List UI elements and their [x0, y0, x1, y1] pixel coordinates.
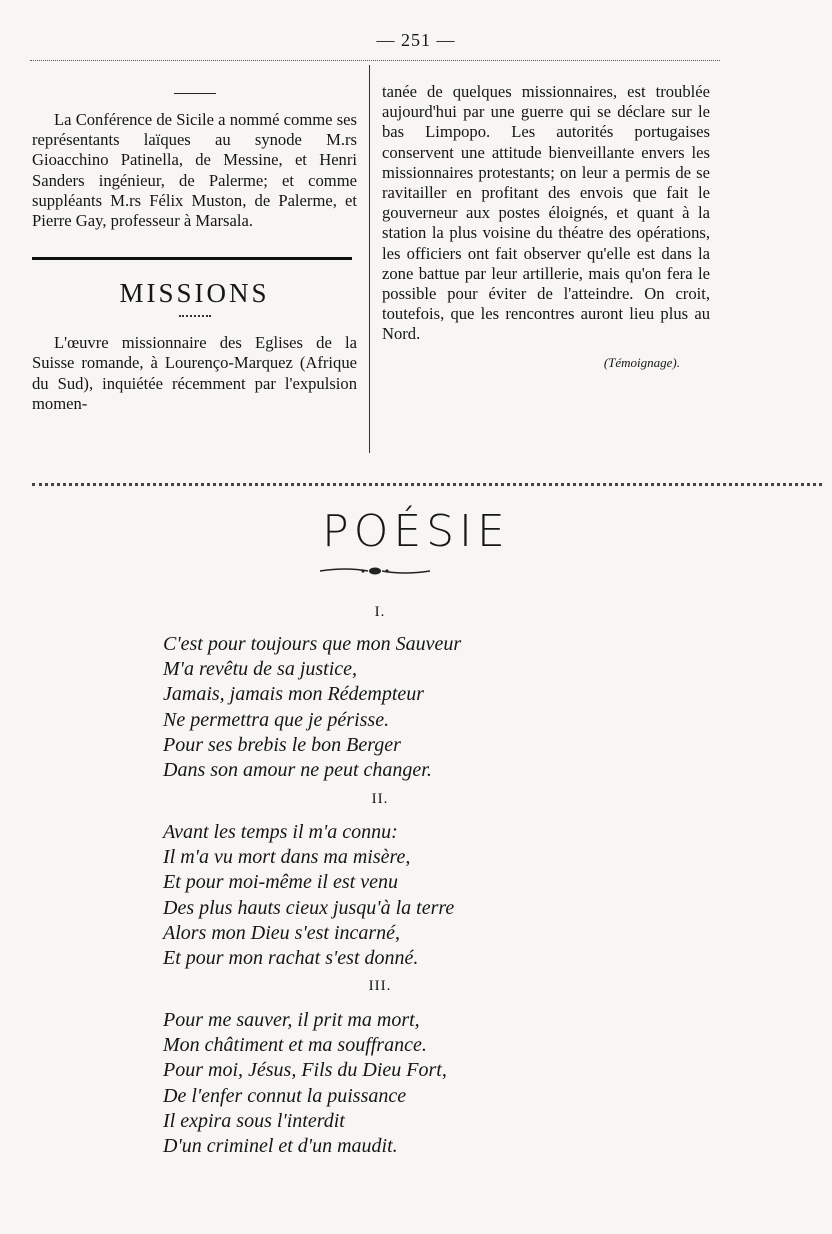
missions-title: MISSIONS	[119, 278, 270, 309]
source-citation: (Témoignage).	[603, 354, 680, 370]
verse-line: Ne permettra que je périsse.	[163, 708, 390, 731]
conference-paragraph: La Conférence de Sicile a nommé comme ses représentants laïques au synode M.rs Gioacchino Patinella, de Messine, et Henri Sanders ingénieur, de Palerme; et comme suppléants M.rs Félix Muston, de Palerme, et Pierre Gay, professeur à Marsala.	[32, 110, 357, 231]
verse-line: Avant les temps il m'a connu:	[163, 821, 398, 843]
stanza-number: I.	[374, 604, 386, 620]
verse-line: Il m'a vu mort dans ma misère,	[163, 846, 411, 869]
header-rule	[30, 60, 720, 61]
missions-continued-paragraph: tanée de quelques missionnaires, est troublée aujourd'hui par une guerre qui se déclare sur le bas Limpopo. Les autorités portugaises conservent une attitude bienveillante envers les missionnaires protestants; on leur a permis de se ravitailler en profitant des envois que fait le gouverneur aux postes éloignés, et quant à la station la plus voisine du théatre des opérations, les officiers ont fait observer qu'elle est dans la zone battue par leur artillerie, mais qu'on fera le possible pour éviter de l'atteindre. On croit, toutefois, que les rencontres auront lieu plus au Nord.	[382, 82, 710, 344]
verse-line: Dans son amour ne peut changer.	[163, 759, 432, 782]
title-flourish	[318, 565, 432, 577]
verse-line: Alors mon Dieu s'est incarné,	[163, 921, 401, 944]
left-column	[32, 85, 357, 414]
verse-line: C'est pour toujours que mon Sauveur	[163, 633, 462, 655]
verse-line: Et pour moi-même il est venu	[163, 871, 398, 894]
stanza	[163, 820, 723, 971]
right-column	[382, 82, 710, 371]
verse-line: Et pour mon rachat s'est donné.	[163, 947, 419, 970]
stanza	[163, 632, 723, 783]
section-ornament	[179, 315, 211, 317]
section-divider-rule	[32, 483, 822, 486]
poetry-title: POÉSIE	[322, 506, 510, 557]
stanza-number: II.	[371, 791, 389, 807]
page-number: — 251 —	[376, 30, 456, 50]
stanza	[163, 1008, 723, 1159]
verse-line: Pour ses brebis le bon Berger	[163, 733, 401, 756]
verse-line: Il expira sous l'interdit	[163, 1109, 345, 1132]
verse-line: Pour me sauver, il prit ma mort,	[163, 1009, 420, 1031]
verse-line: Mon châtiment et ma souffrance.	[163, 1034, 427, 1057]
verse-line: D'un criminel et d'un maudit.	[163, 1135, 398, 1158]
verse-line: M'a revêtu de sa justice,	[163, 658, 358, 681]
verse-line: De l'enfer connut la puissance	[163, 1084, 407, 1107]
verse-line: Pour moi, Jésus, Fils du Dieu Fort,	[163, 1059, 447, 1082]
verse-line: Jamais, jamais mon Rédempteur	[163, 683, 425, 706]
missions-paragraph: L'œuvre missionnaire des Eglises de la Suisse romande, à Lourenço-Marquez (Afrique du Sud), inquiétée récemment par l'expulsion momen-	[32, 333, 357, 413]
column-divider	[369, 65, 370, 453]
verse-line: Des plus hauts cieux jusqu'à la terre	[163, 896, 455, 919]
stanza-number: III.	[368, 978, 392, 994]
section-rule	[32, 257, 352, 260]
separator-dash	[174, 93, 216, 94]
